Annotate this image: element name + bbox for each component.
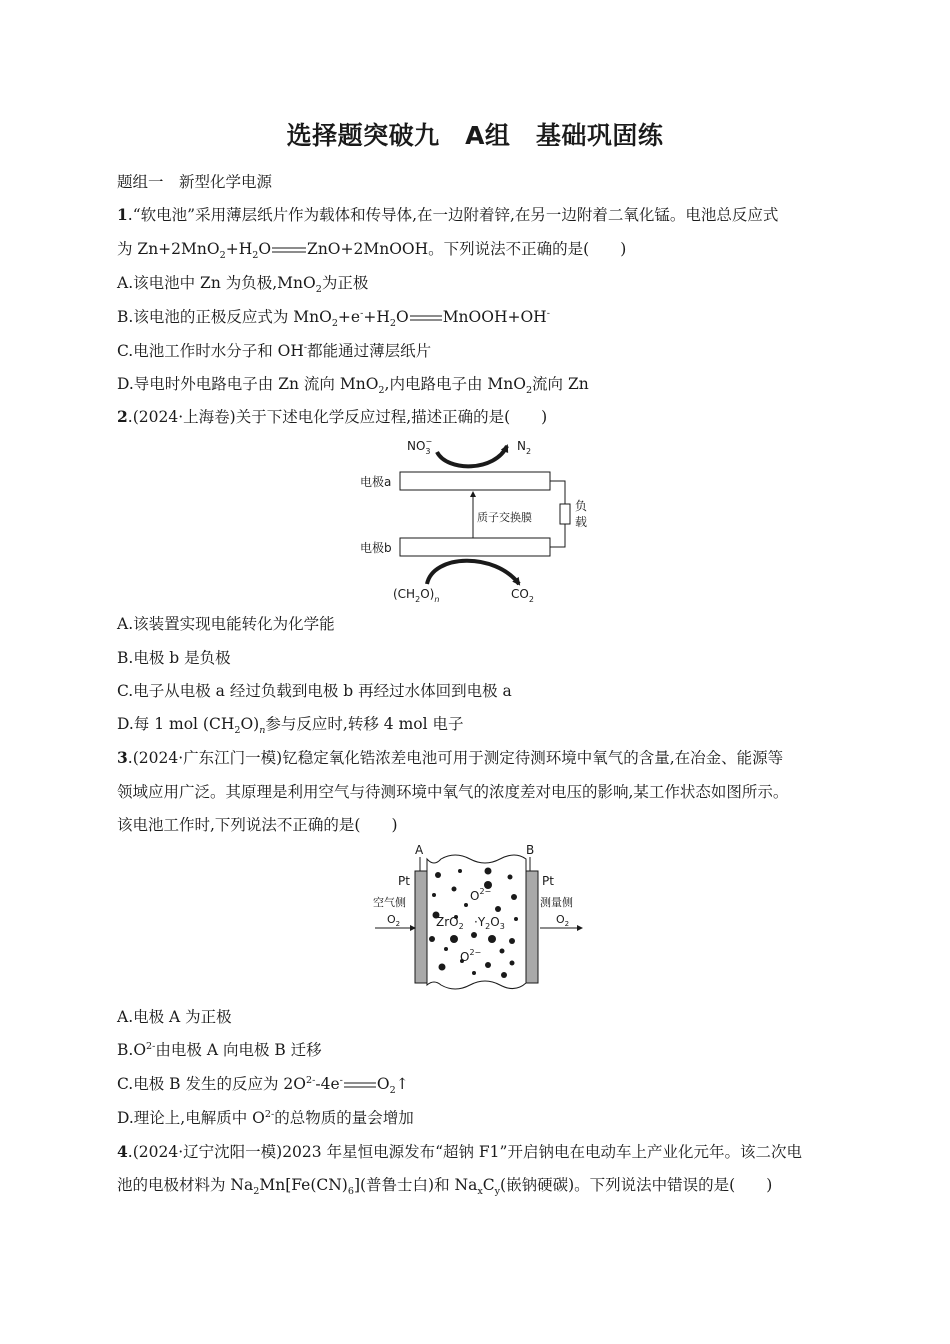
air-side-label: 空气侧 xyxy=(373,896,406,909)
q3-option-b[interactable]: $B.O^{2-}$由电极 A 向电极 B 迁移 xyxy=(117,1040,322,1059)
load-label-2: 载 xyxy=(575,515,588,529)
lead-a xyxy=(420,857,424,871)
lead-b xyxy=(526,857,530,871)
load-label-1: 负 xyxy=(575,499,588,513)
q1-option-d[interactable]: D.导电时外电路电子由 Zn 流向 MnO$_2$,内电路电子由 MnO$_2$流向 Zn xyxy=(117,375,589,397)
wire-bottom xyxy=(550,524,565,547)
q1-option-c[interactable]: C.电池工作时水分子和 OH-都能通过薄层纸片 xyxy=(117,341,432,360)
o2-right-label: $O_2$ xyxy=(556,913,570,928)
q4-number: 4 xyxy=(117,1142,128,1161)
q3-number: 3 xyxy=(117,748,128,767)
q2-number: 2 xyxy=(117,407,128,426)
q2-figure-electrochemical-cell xyxy=(355,432,600,607)
equals-sign xyxy=(271,245,307,255)
oxide-ion-label-top: $O^{2-}$ xyxy=(470,887,492,903)
load-resistor xyxy=(560,504,570,524)
pt-left-label: Pt xyxy=(398,874,410,888)
q3-stem-line1: 3.(2024·广东江门一模)钇稳定氧化锆浓差电池可用于测定待测环境中氧气的含量,在冶金、能源等 xyxy=(117,748,784,767)
q1-stem-line2: 为 $Zn+2MnO_2+H_2O$ ZnO+2MnOOH。下列说法不正确的是( ) xyxy=(117,240,627,262)
q2-option-a[interactable]: A.该装置实现电能转化为化学能 xyxy=(117,615,335,633)
reaction-arrow-bottom xyxy=(427,561,519,584)
y2o3-label: $\cdot Y_2O_3$ xyxy=(474,915,505,931)
q3-stem-line3: 该电池工作时,下列说法不正确的是( ) xyxy=(117,816,398,834)
electrode-a-label: 电极a xyxy=(360,475,392,489)
electrode-a xyxy=(400,472,550,490)
q4-stem-line1: 4.(2024·辽宁沈阳一模)2023 年星恒电源发布“超钠 F1”开启钠电在电动车上产业化元年。该二次电 xyxy=(117,1142,802,1161)
q2-option-c[interactable]: C.电子从电极 a 经过负载到电极 b 再经过水体回到电极 a xyxy=(117,682,512,700)
oxide-ion-label-bottom: $O^{2-}$ xyxy=(460,948,482,964)
pt-right-label: Pt xyxy=(542,874,554,888)
q2-option-d[interactable]: D.每 1 mol $(CH_2O)_n$参与反应时,转移 4 mol 电子 xyxy=(117,715,464,737)
q3-option-c[interactable]: C.电极 B 发生的反应为 $2O^{2-}-4e^-$ $O_2↑$ xyxy=(117,1074,409,1097)
o2-left-label: $O_2$ xyxy=(387,913,401,928)
membrane-label: 质子交换膜 xyxy=(477,511,532,524)
q2-option-b[interactable]: B.电极 b 是负极 xyxy=(117,649,231,667)
q3-option-d[interactable]: D.理论上,电解质中 $O^{2-}$的总物质的量会增加 xyxy=(117,1108,414,1127)
electrode-b-label: 电极b xyxy=(360,541,392,555)
q4-stem-line2: 池的电极材料为 $Na_2Mn[Fe(CN)_6]$(普鲁士白)和 $Na_xC_y$(嵌钠硬碳)。下列说法中错误的是( ) xyxy=(117,1176,773,1198)
electrode-b xyxy=(526,871,538,983)
electrode-a xyxy=(415,871,427,983)
zro2-label: ZrO$_2$ xyxy=(436,915,464,931)
q1-stem-line1: 1.“软电池”采用薄层纸片作为载体和传导体,在一边附着锌,在另一边附着二氧化锰。电池总反应式 xyxy=(117,205,779,224)
group-heading: 题组一 新型化学电源 xyxy=(117,173,273,191)
equals-sign xyxy=(409,313,443,323)
ch2o-label: $(CH_2O)_n$ xyxy=(393,587,440,604)
co2-label: $CO_2$ xyxy=(511,587,534,604)
q2-stem: 2.(2024·上海卷)关于下述电化学反应过程,描述正确的是( ) xyxy=(117,407,548,426)
terminal-a-label: A xyxy=(415,843,424,857)
q3-figure-concentration-cell xyxy=(370,843,585,995)
measure-side-label: 测量侧 xyxy=(540,896,573,909)
q1-number: 1 xyxy=(117,205,128,224)
reaction-arrow-top xyxy=(437,446,507,466)
q3-stem-line2: 领域应用广泛。其原理是利用空气与待测环境中氧气的浓度差对电压的影响,某工作状态如图所示。 xyxy=(117,783,789,801)
equals-sign xyxy=(343,1080,377,1090)
nitrate-label: $NO_3-$ xyxy=(407,437,433,456)
q1-option-a[interactable]: A.该电池中 Zn 为负极,MnO$_2$为正极 xyxy=(117,274,369,296)
electrode-b xyxy=(400,538,550,556)
terminal-b-label: B xyxy=(526,843,535,857)
q1-option-b[interactable]: B.该电池的正极反应式为 $MnO_2+e^-+H_2O$ MnOOH+OH- xyxy=(117,307,550,330)
nitrogen-label: $N_2$ xyxy=(517,439,532,456)
q3-option-a[interactable]: A.电极 A 为正极 xyxy=(117,1008,232,1026)
wire-top xyxy=(550,481,565,504)
page-title: 选择题突破九 A组 基础巩固练 xyxy=(286,121,664,150)
